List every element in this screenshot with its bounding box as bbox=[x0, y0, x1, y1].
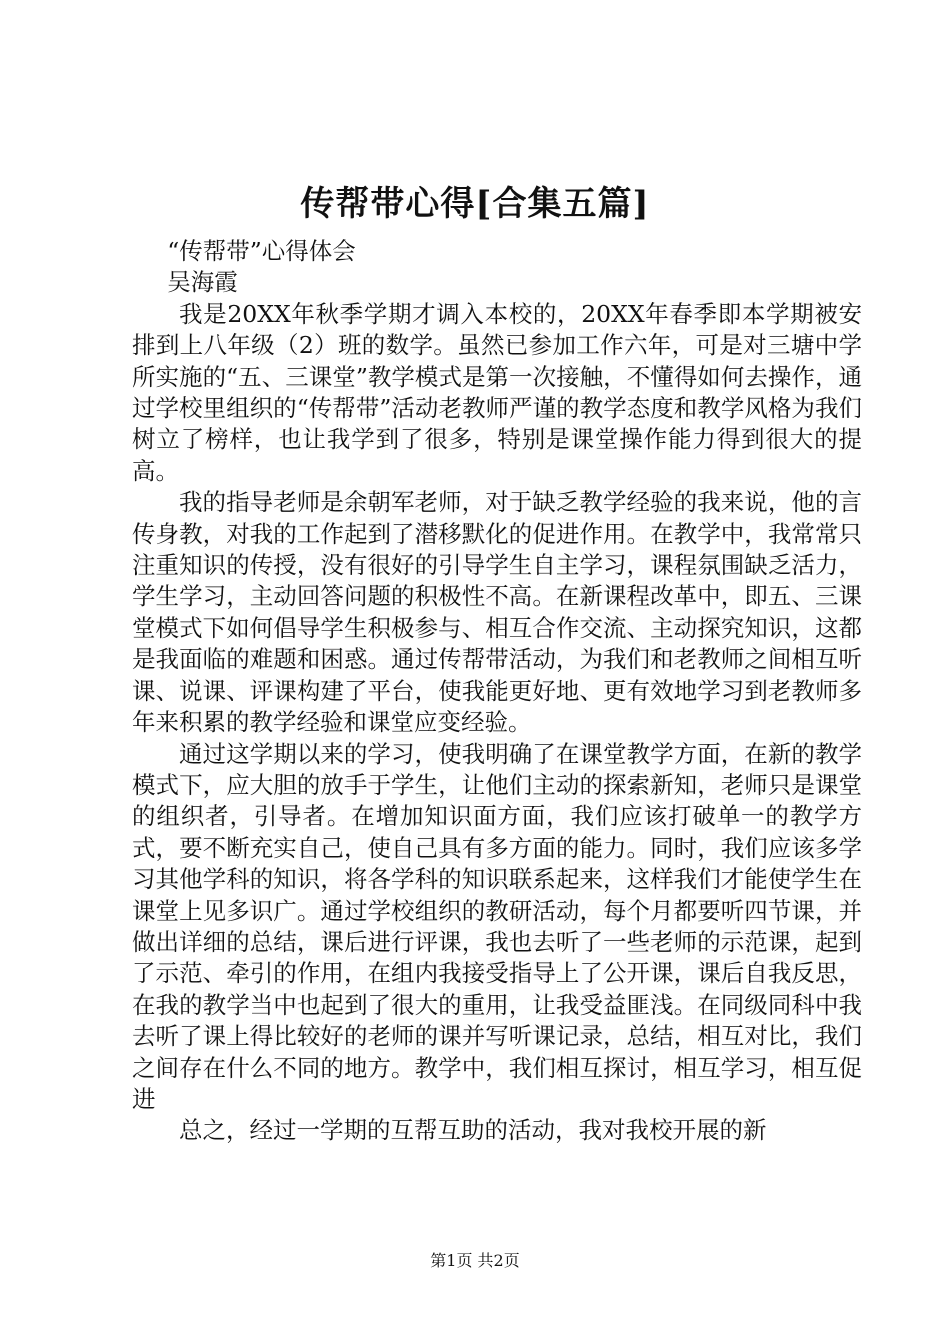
paragraph-2: 我的指导老师是余朝军老师，对于缺乏教学经验的我来说，他的言传身教，对我的工作起到了潜移默化的促进作用。在教学中，我常常只注重知识的传授，没有很好的引导学生自主学习，课程氛围缺乏活力，学生学习，主动回答问题的积极性不高。在新课程改革中，即五、三课堂模式下如何倡导学生积极参与、相互合作交流、主动探究知识，这都是我面临的难题和困惑。通过传帮带活动，为我们和老教师之间相互听课、说课、评课构建了平台，使我能更好地、更有效地学习到老教师多年来积累的教学经验和课堂应变经验。 bbox=[132, 488, 862, 737]
document-subtitle: “传帮带”心得体会 bbox=[167, 237, 356, 265]
paragraph-1: 我是20XX年秋季学期才调入本校的，20XX年春季即本学期被安排到上八年级（2）班的数学。虽然已参加工作六年，可是对三塘中学所实施的“五、三课堂”教学模式是第一次接触，不懂得如何去操作，通过学校里组织的“传帮带”活动老教师严谨的教学态度和教学风格为我们树立了榜样，也让我学到了很多，特别是课堂操作能力得到很大的提高。 bbox=[132, 299, 862, 485]
document-body bbox=[132, 236, 862, 1147]
paragraph-4: 总之，经过一学期的互帮互助的活动，我对我校开展的新 bbox=[179, 1116, 767, 1145]
page-number-footer: 第1页 共2页 bbox=[430, 1251, 520, 1270]
document-title: 传帮带心得[合集五篇] bbox=[300, 184, 650, 224]
paragraph-3: 通过这学期以来的学习，使我明确了在课堂教学方面，在新的教学模式下，应大胆的放手于学生，让他们主动的探索新知，老师只是课堂的组织者，引导者。在增加知识面方面，我们应该打破单一的教学方式，要不断充实自己，使自己具有多方面的能力。同时，我们应该多学习其他学科的知识，将各学科的知识联系起来，这样我们才能使学生在课堂上见多识广。通过学校组织的教研活动，每个月都要听四节课，并做出详细的总结，课后进行评课，我也去听了一些老师的示范课，起到了示范、牵引的作用，在组内我接受指导上了公开课，课后自我反思，在我的教学当中也起到了很大的重用，让我受益匪浅。在同级同科中我去听了课上得比较好的老师的课并写听课记录，总结，相互对比，我们之间存在什么不同的地方。教学中，我们相互探讨，相互学习，相互促进 bbox=[132, 739, 862, 1113]
document-author: 吴海霞 bbox=[167, 268, 238, 297]
